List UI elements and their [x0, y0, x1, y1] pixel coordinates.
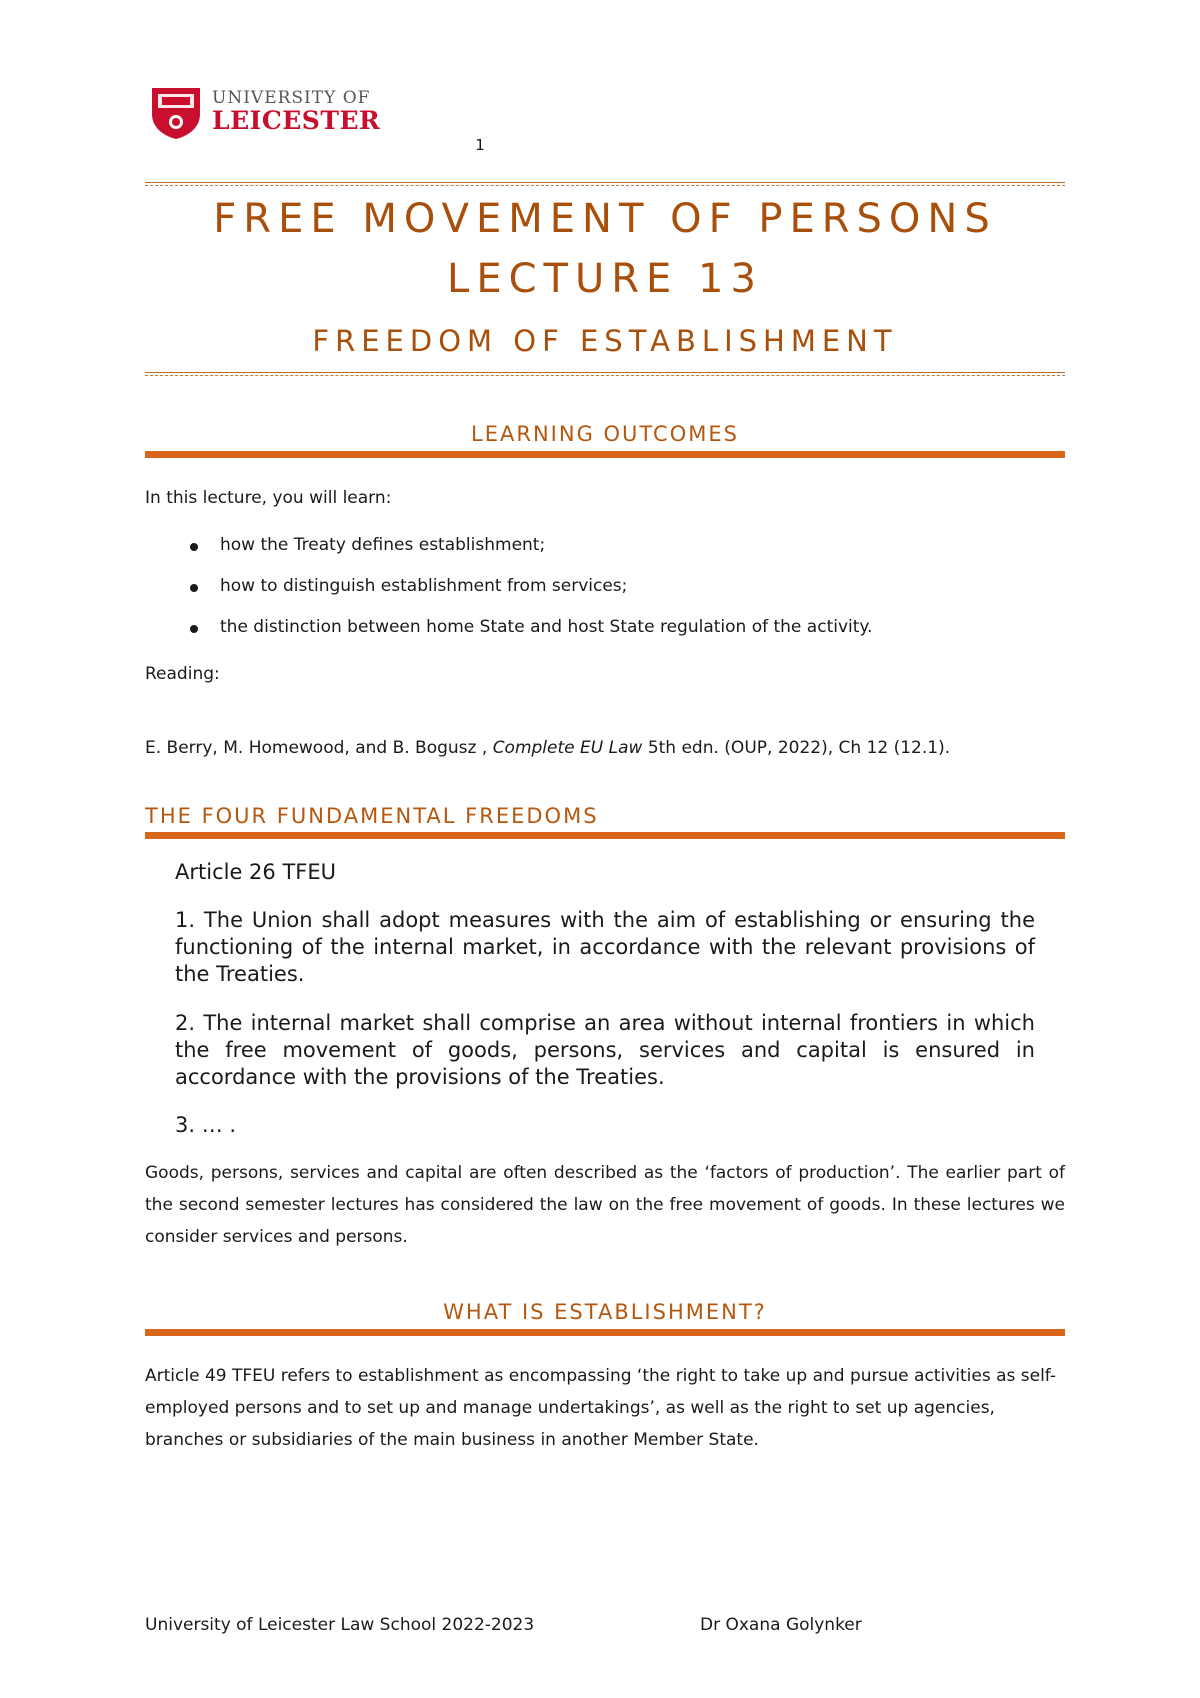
title-line2: LECTURE 13 — [447, 256, 763, 302]
title-bottom-rule-2 — [145, 375, 1065, 376]
learning-outcomes-heading: LEARNING OUTCOMES — [471, 422, 739, 446]
title-top-rule-2 — [145, 185, 1065, 186]
heading-bar — [145, 1329, 1065, 1336]
article-title: Article 26 TFEU — [175, 860, 336, 884]
footer-right: Dr Oxana Golynker — [700, 1615, 862, 1635]
bullet-icon — [190, 584, 198, 592]
heading-bar — [145, 832, 1065, 839]
reading-citation: E. Berry, M. Homewood, and B. Bogusz , Complete EU Law 5th edn. (OUP, 2022), Ch 12 (12.1). — [145, 738, 951, 758]
article-para-2: 2. The internal market shall comprise an area without internal frontiers in which the free movement of goods, persons, services and capital is ensured in accordance with the provisions of the Treaties. — [175, 1011, 1035, 1089]
bullet-icon — [190, 543, 198, 551]
book-title: Complete EU Law — [492, 738, 643, 758]
list-item: how the Treaty defines establishment; — [190, 535, 872, 576]
list-item: how to distinguish establishment from services; — [190, 576, 872, 617]
title-top-rule — [145, 182, 1065, 183]
heading-bar — [145, 451, 1065, 458]
logo-line1: UNIVERSITY OF — [212, 88, 371, 108]
bullet-icon — [190, 625, 198, 633]
establishment-paragraph: Article 49 TFEU refers to establishment as encompassing ‘the right to take up and pursue activities as self-employed persons and to set up and manage undertakings’, as well as the right to set up agencies, branches or subsidiaries of the main business in another Member State. — [145, 1366, 1056, 1450]
learning-intro: In this lecture, you will learn: — [145, 488, 392, 508]
title-bottom-rule — [145, 372, 1065, 373]
subtitle: FREEDOM OF ESTABLISHMENT — [312, 324, 898, 358]
list-item: the distinction between home State and host State regulation of the activity. — [190, 617, 872, 658]
four-freedoms-heading: THE FOUR FUNDAMENTAL FREEDOMS — [145, 804, 599, 828]
establishment-heading: WHAT IS ESTABLISHMENT? — [443, 1300, 767, 1324]
footer-left: University of Leicester Law School 2022-2023 — [145, 1615, 535, 1635]
university-logo — [148, 84, 381, 140]
reading-label: Reading: — [145, 664, 220, 684]
shield-crest-icon — [148, 84, 204, 140]
commentary-paragraph: Goods, persons, services and capital are often described as the ‘factors of production’. The earlier part of the second semester lectures has considered the law on the free movement of goods. In these lectures we consider services and persons. — [145, 1163, 1065, 1247]
article-para-1: 1. The Union shall adopt measures with the aim of establishing or ensuring the functioning of the internal market, in accordance with the relevant provisions of the Treaties. — [175, 908, 1035, 986]
logo-line2: LEICESTER — [212, 106, 381, 135]
article-para-3: 3. … . — [175, 1113, 237, 1137]
page-number: 1 — [475, 136, 485, 154]
title-line1: FREE MOVEMENT OF PERSONS — [213, 196, 997, 242]
learning-bullets — [190, 535, 872, 658]
